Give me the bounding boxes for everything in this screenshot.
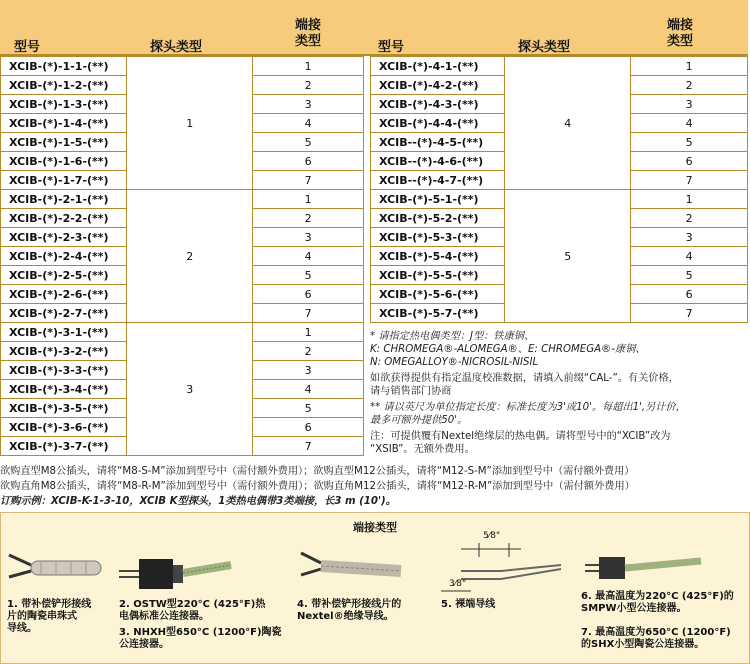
footer-order-example: 订购示例：XCIB-K-1-3-10，XCIB K型探头，1类热电偶带3类端接，长3 m (10')。 xyxy=(0,496,396,507)
termination-cell: 2 xyxy=(253,209,364,228)
termination-cell: 3 xyxy=(253,361,364,380)
model-cell: XCIB-(*)-5-1-(**) xyxy=(371,190,505,209)
termination-cell: 4 xyxy=(631,247,748,266)
note-length xyxy=(370,401,740,427)
termination-cell: 1 xyxy=(253,190,364,209)
header-term-right: 端接 类型 xyxy=(666,18,693,49)
model-cell: XCIB-(*)-2-1-(**) xyxy=(1,190,127,209)
termination-cell: 3 xyxy=(253,228,364,247)
probe-type-cell: 2 xyxy=(127,190,253,323)
dim-five-eighths: 5⁄8" xyxy=(483,531,501,541)
nextel-wire-icon xyxy=(301,553,401,575)
termination-cell: 1 xyxy=(253,57,364,76)
model-cell: XCIB-(*)-3-5-(**) xyxy=(1,399,127,418)
note-1b: K: CHROMEGA®-ALOMEGA®、E: CHROMEGA®-康铜、 xyxy=(370,344,646,355)
termination-cell: 6 xyxy=(631,285,748,304)
table-row xyxy=(371,190,748,209)
termination-cell: 7 xyxy=(253,437,364,456)
caption-7: 7. 最高温度为650°C (1200°F) 的SHX小型陶瓷公连接器。 xyxy=(581,627,731,650)
model-cell: XCIB-(*)-2-4-(**) xyxy=(1,247,127,266)
note-cal xyxy=(370,372,740,398)
model-cell: XCIB-(*)-5-7-(**) xyxy=(371,304,505,323)
model-cell: XCIB-(*)-4-4-(**) xyxy=(371,114,505,133)
model-cell: XCIB-(*)-3-2-(**) xyxy=(1,342,127,361)
model-cell: XCIB-(*)-1-1-(**) xyxy=(1,57,127,76)
model-cell: XCIB--(*)-4-6-(**) xyxy=(371,152,505,171)
spade-lug-wire-icon xyxy=(9,555,101,577)
model-cell: XCIB--(*)-4-7-(**) xyxy=(371,171,505,190)
note-1c: N: OMEGALLOY®-NICROSIL-NISIL xyxy=(370,357,539,368)
termination-panel xyxy=(0,512,750,664)
model-cell: XCIB-(*)-2-3-(**) xyxy=(1,228,127,247)
panel-title: 端接类型 xyxy=(353,521,397,534)
notes-block xyxy=(370,330,740,459)
termination-cell: 3 xyxy=(631,228,748,247)
termination-cell: 3 xyxy=(253,95,364,114)
header-probe-left: 探头类型 xyxy=(150,40,203,55)
termination-cell: 3 xyxy=(631,95,748,114)
model-cell: XCIB-(*)-3-7-(**) xyxy=(1,437,127,456)
caption-2: 2. OSTW型220°C (425°F)热 电偶标准公连接器。 xyxy=(119,599,266,622)
probe-type-cell: 1 xyxy=(127,57,253,190)
header-model-right: 型号 xyxy=(378,40,405,55)
model-cell: XCIB-(*)-1-5-(**) xyxy=(1,133,127,152)
termination-cell: 5 xyxy=(253,399,364,418)
model-cell: XCIB-(*)-3-4-(**) xyxy=(1,380,127,399)
model-cell: XCIB-(*)-4-1-(**) xyxy=(371,57,505,76)
termination-cell: 2 xyxy=(253,342,364,361)
model-cell: XCIB-(*)-2-2-(**) xyxy=(1,209,127,228)
caption-5: 5. 裸端导线 xyxy=(441,599,496,610)
termination-cell: 7 xyxy=(631,171,748,190)
left-model-table xyxy=(0,56,364,456)
footer-straight-connector: 欲购直型M8公插头，请将“M8-S-M”添加到型号中（需付额外费用）；欲购直型M12公插头，请将“M12-S-M”添加到型号中（需付额外费用） xyxy=(0,466,635,477)
caption-6: 6. 最高温度为220°C (425°F)的 SMPW小型公连接器。 xyxy=(581,591,734,614)
note-4a: 注：可提供覆有Nextel绝缘层的热电偶。请将型号中的“XCIB”改为 xyxy=(370,431,671,442)
termination-cell: 5 xyxy=(253,266,364,285)
header-probe-right: 探头类型 xyxy=(518,40,571,55)
termination-cell: 2 xyxy=(253,76,364,95)
model-cell: XCIB-(*)-5-3-(**) xyxy=(371,228,505,247)
termination-cell: 2 xyxy=(631,76,748,95)
model-cell: XCIB-(*)-1-6-(**) xyxy=(1,152,127,171)
model-cell: XCIB-(*)-5-2-(**) xyxy=(371,209,505,228)
model-cell: XCIB-(*)-2-7-(**) xyxy=(1,304,127,323)
caption-4: 4. 带补偿铲形接线片的 Nextel®绝缘导线。 xyxy=(297,599,402,622)
termination-cell: 7 xyxy=(253,171,364,190)
termination-cell: 5 xyxy=(253,133,364,152)
model-cell: XCIB-(*)-1-7-(**) xyxy=(1,171,127,190)
note-nextel xyxy=(370,430,740,456)
model-cell: XCIB-(*)-1-4-(**) xyxy=(1,114,127,133)
table-row xyxy=(1,190,364,209)
note-3a: ** 请以英尺为单位指定长度：标准长度为3'或10'。每超出1',另计价， xyxy=(370,402,686,413)
model-cell: XCIB-(*)-1-3-(**) xyxy=(1,95,127,114)
model-cell: XCIB--(*)-4-5-(**) xyxy=(371,133,505,152)
model-cell: XCIB-(*)-1-2-(**) xyxy=(1,76,127,95)
termination-cell: 1 xyxy=(631,190,748,209)
probe-type-cell: 5 xyxy=(505,190,631,323)
model-cell: XCIB-(*)-3-3-(**) xyxy=(1,361,127,380)
model-cell: XCIB-(*)-2-6-(**) xyxy=(1,285,127,304)
ostw-connector-icon xyxy=(119,559,231,589)
termination-cell: 4 xyxy=(253,247,364,266)
dim-three-eighths: 3⁄8" xyxy=(449,579,467,589)
termination-cell: 5 xyxy=(631,266,748,285)
right-model-table xyxy=(370,56,748,323)
model-cell: XCIB-(*)-4-2-(**) xyxy=(371,76,505,95)
model-cell: XCIB-(*)-2-5-(**) xyxy=(1,266,127,285)
termination-cell: 7 xyxy=(631,304,748,323)
termination-cell: 4 xyxy=(253,380,364,399)
termination-cell: 6 xyxy=(631,152,748,171)
termination-cell: 6 xyxy=(253,418,364,437)
header-model-left: 型号 xyxy=(14,40,41,55)
termination-cell: 1 xyxy=(253,323,364,342)
table-row xyxy=(1,323,364,342)
termination-cell: 7 xyxy=(253,304,364,323)
note-thermocouple xyxy=(370,330,740,369)
table-row xyxy=(1,57,364,76)
caption-1: 1. 带补偿铲形接线 片的陶瓷串珠式 导线。 xyxy=(7,599,92,634)
smpw-connector-icon xyxy=(585,557,701,579)
table-row xyxy=(371,57,748,76)
note-2a: 如欲获得提供有指定温度校准数据，请填入前缀“CAL-”。有关价格， xyxy=(370,373,679,384)
note-3b: 最多可额外提供50'。 xyxy=(370,415,468,426)
termination-cell: 1 xyxy=(631,57,748,76)
model-cell: XCIB-(*)-5-4-(**) xyxy=(371,247,505,266)
termination-cell: 5 xyxy=(631,133,748,152)
model-cell: XCIB-(*)-5-6-(**) xyxy=(371,285,505,304)
footer-angle-connector: 欲购直角M8公插头，请将“M8-R-M”添加到型号中（需付额外费用）；欲购直角M12公插头，请将“M12-R-M”添加到型号中（需付额外费用） xyxy=(0,481,635,492)
termination-cell: 4 xyxy=(253,114,364,133)
caption-3: 3. NHXH型650°C (1200°F)陶瓷 公连接器。 xyxy=(119,627,282,650)
model-cell: XCIB-(*)-4-3-(**) xyxy=(371,95,505,114)
note-2b: 请与销售部门协商 xyxy=(370,386,452,397)
termination-cell: 6 xyxy=(253,285,364,304)
model-cell: XCIB-(*)-3-6-(**) xyxy=(1,418,127,437)
probe-type-cell: 4 xyxy=(505,57,631,190)
header-term-left: 端接 类型 xyxy=(294,18,321,49)
termination-cell: 4 xyxy=(631,114,748,133)
model-cell: XCIB-(*)-5-5-(**) xyxy=(371,266,505,285)
termination-cell: 2 xyxy=(631,209,748,228)
model-cell: XCIB-(*)-3-1-(**) xyxy=(1,323,127,342)
table-header xyxy=(0,0,748,56)
note-4b: “XSIB”。无额外费用。 xyxy=(370,444,475,455)
termination-cell: 6 xyxy=(253,152,364,171)
probe-type-cell: 3 xyxy=(127,323,253,456)
note-1a: * 请指定热电偶类型：J型：铁康铜、 xyxy=(370,331,535,342)
